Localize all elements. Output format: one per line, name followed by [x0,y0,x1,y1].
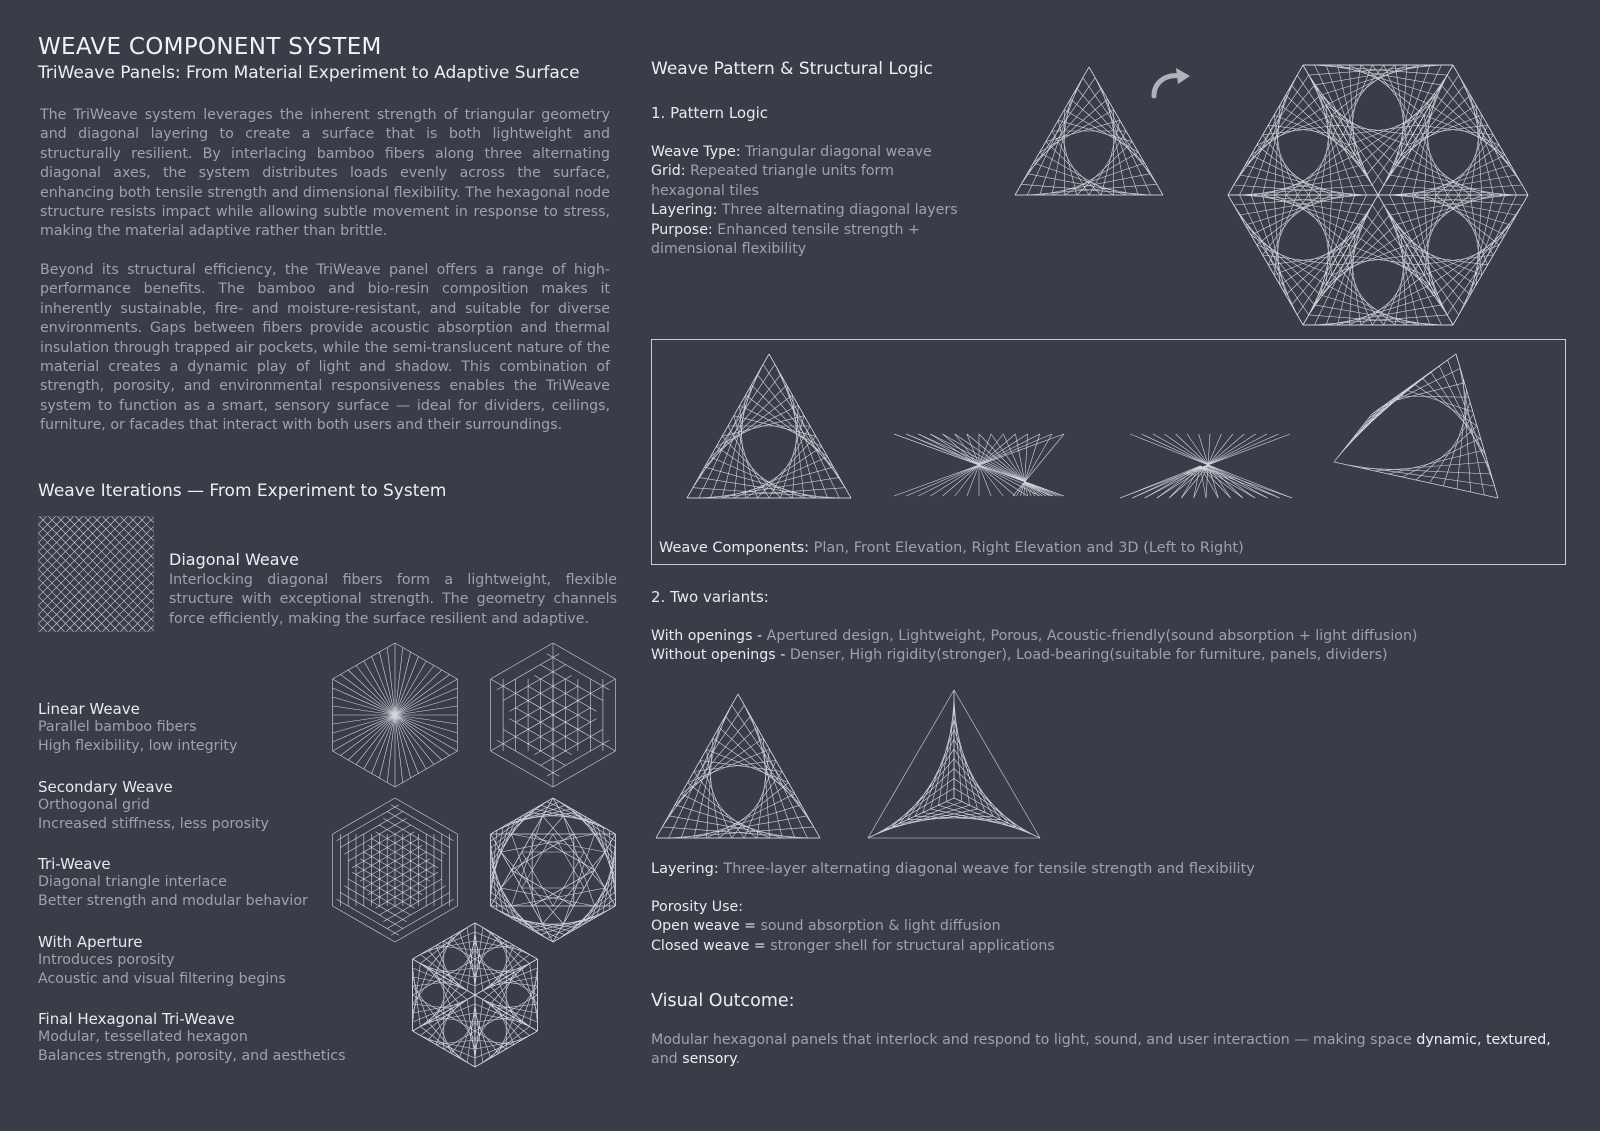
weave-fiber [528,708,590,744]
outcome-emphasis: dynamic, textured, [1416,1032,1551,1048]
weave-fiber [491,715,553,751]
weave-fiber [333,715,395,724]
weave-fiber [1453,65,1528,195]
weave-fiber [376,832,438,868]
weave-fiber [669,716,751,816]
final-hexagonal-weave [410,923,540,1068]
iteration-line: Introduces porosity [38,951,175,968]
weave-fiber [1334,414,1372,462]
weave-fiber [1389,450,1484,474]
weave-fiber [1309,75,1384,185]
weave-fiber [1439,366,1489,469]
weave-fiber [395,643,457,679]
weave-fiber [1442,85,1517,175]
pattern-row-value: Triangular diagonal weave [745,144,932,160]
weave-fiber [420,1036,475,1059]
weave-fiber [1401,155,1482,195]
curved-arrow-icon [1148,66,1194,100]
weave-fiber [732,705,814,827]
weave-fiber [1315,215,1390,305]
components-label: Weave Components: [659,540,810,556]
outcome-body: Modular hexagonal panels that interlock and respond to light, sound, and user interaction — making space [651,1032,1412,1048]
weave-fiber [541,665,603,701]
pattern-row-label: Layering: [651,202,718,219]
weave-fiber [395,715,457,751]
weave-fiber [364,715,395,769]
weave-fiber [1292,215,1367,305]
porosity-value: stronger shell for structural applications [770,937,1055,954]
iteration-title: Secondary Weave [38,777,173,796]
weave-fiber [352,872,414,908]
weave-fiber [681,716,725,838]
weave-fiber [584,870,615,924]
weave-fiber [541,729,603,765]
weave-fiber [491,816,522,870]
iteration-title: With Aperture [38,932,143,951]
weave-fiber [395,679,457,715]
weave-fiber [1157,466,1200,498]
component-front-elevation [894,432,1064,498]
weave-fiber [1263,195,1361,225]
weave-fiber [1448,360,1494,484]
weave-fiber [491,870,522,924]
weave-fiber [475,1018,514,1023]
weave-fiber [1390,85,1465,175]
weave-fiber [1414,384,1477,426]
weave-fiber [467,1000,475,1059]
weave-fiber [530,964,538,1023]
diagonal-weave-text: Interlocking diagonal fibers form a lightweight, flexible structure with exceptional strength. The geometry channels force efficiently, making the surface resilient and adaptive. [169,572,617,627]
weave-fiber [1200,466,1280,498]
weave-fiber [938,710,954,806]
weave-fiber [395,661,426,715]
weave-fiber [395,751,457,787]
weave-fiber [1274,195,1355,235]
weave-fiber [553,679,615,715]
weave-fiber [1169,466,1200,498]
weave-fiber [1228,195,1303,325]
weave-fiber [1361,468,1491,474]
weave-fiber [333,679,395,715]
weave-fiber [1292,85,1367,175]
weave-fiber [516,708,578,744]
pattern-row [651,221,971,260]
weave-fiber [1378,195,1453,325]
weave-fiber [1384,205,1459,315]
weave-fiber [1465,85,1505,195]
weave-fiber [1315,85,1390,175]
porosity-label: Open weave = [651,918,756,935]
weave-fiber [954,778,1024,830]
weave-fiber [503,665,565,701]
weave-fiber [1378,65,1453,195]
intro-paragraph-1: The TriWeave system leverages the inherent strength of triangular geometry and diagonal layering to create a surface that is both lightweight and structurally resilient. By interlacing bamboo fibers along three alternating diagonal axes, the system distributes loads evenly across the surface, enhancing both tensile strength and dimensional flexibility. The hexagonal node structure resists impact while allowing subtle movement in response to stress, making the material adaptive rather than brittle. [40,107,610,240]
weave-fiber [656,694,738,838]
page-title: WEAVE COMPONENT SYSTEM [38,34,382,60]
weave-fiber [1320,295,1418,325]
outcome-and: and [651,1051,678,1068]
weave-fiber [1303,195,1378,325]
weave-fiber [395,715,426,769]
weave-fiber [0,516,101,632]
iteration-line: Modular, tessellated hexagon [38,1029,248,1045]
weave-fiber [751,716,795,838]
variants-list [651,627,1571,666]
weave-fiber [1453,195,1528,325]
weave-fiber [333,643,395,679]
weave-fiber [436,968,475,973]
weave-fiber [475,932,483,991]
aperture-weave-hexagon [488,798,618,943]
weave-fiber [0,516,92,632]
weave-fiber [1245,165,1343,195]
weave-fiber [360,859,422,895]
variant-without-openings-triangle [866,688,1042,840]
weave-fiber [0,516,65,632]
layering-note [651,860,1255,879]
weave-fiber [344,818,406,854]
iteration-item [38,1010,358,1088]
iterations-heading: Weave Iterations — From Experiment to System [38,481,447,501]
iterations-list [38,700,358,1088]
variants-heading: 2. Two variants: [651,588,769,606]
weave-fiber [0,516,110,632]
weave-fiber [413,986,436,1018]
porosity-closed [651,937,1251,956]
weave-fiber [1240,215,1315,305]
weave-fiber [0,516,65,632]
weave-fiber [1309,195,1367,315]
weave-fiber [0,516,83,632]
weave-fiber [1200,466,1267,498]
variant-label: Without openings - [651,647,786,664]
iteration-item [38,778,358,856]
variant-with-openings [651,627,1571,646]
weave-fiber [757,436,816,498]
pattern-logic-list [651,143,971,259]
weave-fiber [1200,466,1292,498]
weave-fiber [436,1040,475,1045]
weave-fiber [368,859,430,895]
layering-value: Three-layer alternating diagonal weave for tensile strength and flexibility [723,861,1255,877]
iteration-line: Acoustic and visual filtering begins [38,970,286,987]
weave-fiber [368,845,430,881]
weave-fiber [0,516,38,632]
porosity-open [651,917,1251,936]
iteration-item [38,933,358,1011]
weave-fiber [675,805,782,838]
outcome-text [651,1031,1571,1070]
weave-fiber [467,928,475,987]
variant-label: With openings - [651,628,763,644]
weave-fiber [491,679,553,715]
weave-fiber [1459,195,1517,315]
pattern-heading: Weave Pattern & Structural Logic [651,59,933,79]
outcome-period: . [735,1051,741,1068]
weave-fiber [475,950,498,982]
weave-fiber [491,643,553,679]
weave-fiber [669,705,732,838]
weave-fiber [475,1004,483,1063]
weave-fiber [1303,65,1378,195]
weave-fiber [337,899,399,935]
weave-fiber [1251,195,1291,305]
weave-fiber [769,426,810,498]
weave-fiber [1384,65,1442,185]
iteration-line: Balances strength, porosity, and aesthetics [38,1048,346,1065]
weave-fiber [503,729,565,765]
iteration-line: Orthogonal grid [38,796,150,813]
outcome-heading: Visual Outcome: [651,991,795,1011]
weave-fiber [1187,434,1231,498]
weave-fiber [1390,215,1465,305]
weave-fiber [475,946,514,951]
weave-fiber [1465,195,1505,305]
weave-fiber [584,816,615,870]
weave-fiber [1240,75,1298,195]
weave-fiber [413,968,421,1027]
weave-fiber [710,477,839,498]
weave-fiber [413,982,452,987]
weave-fiber [1240,85,1315,175]
weave-fiber [725,716,807,816]
pattern-row-label: Weave Type: [651,144,741,160]
page-subtitle: TriWeave Panels: From Material Experiment to Adaptive Surface [38,63,580,83]
weave-fiber [1430,235,1505,285]
variant-value: Denser, High rigidity(stronger), Load-bearing(suitable for furniture, panels, dividers) [789,647,1388,664]
components-value: Plan, Front Elevation, Right Elevation and 3D (Left to Right) [813,540,1244,556]
pattern-row-value: Repeated triangle units form hexagonal tiles [651,163,894,199]
weave-fiber [1052,131,1089,195]
layering-label: Layering: [651,861,719,877]
outcome-emphasis: sensory [682,1051,736,1068]
diagonal-weave-title: Diagonal Weave [169,550,299,569]
weave-fiber [0,516,110,632]
iteration-line: Parallel bamboo fibers [38,719,197,735]
weave-fiber [333,751,395,787]
diagonal-weave-swatch [38,516,154,632]
weave-fiber [1367,215,1442,305]
weave-fiber [516,686,578,722]
weave-fiber [681,738,763,793]
weave-fiber [395,715,457,724]
weave-fiber [1413,195,1511,225]
weave-fiber [1367,85,1442,175]
porosity-label: Closed weave = [651,937,766,954]
pattern-row-label: Grid: [651,163,686,180]
weave-fiber [333,706,395,715]
weave-fiber [376,872,438,908]
weave-fiber [383,818,445,854]
weave-fiber [475,932,530,955]
weave-fiber [1058,120,1077,195]
weave-fiber [1348,465,1495,486]
pattern-row [651,201,971,220]
iteration-item [38,855,358,933]
weave-fiber [899,759,954,824]
weave-fiber [514,973,537,1005]
weave-fiber [344,886,406,922]
weave-fiber [553,715,615,751]
weave-fiber [1390,75,1448,195]
weave-fiber [0,516,74,632]
component-3d-view [1332,352,1500,498]
weave-fiber [1447,75,1522,185]
weave-fiber [498,1004,537,1009]
weave-fiber [1402,438,1480,477]
weave-fiber [1228,65,1303,195]
weave-fiber [699,364,763,498]
iteration-line: Diagonal triangle interlace [38,874,227,890]
weave-fiber [884,778,954,830]
weave-fiber [0,516,47,632]
swatch-frame [38,516,154,632]
weave-fiber [738,694,820,838]
porosity-value: sound absorption & light diffusion [760,918,1001,935]
triangle-unit-weave [1013,65,1165,197]
weave-fiber [681,794,769,838]
secondary-weave-hexagon [488,643,618,788]
weave-fiber [491,751,553,787]
weave-fiber [391,805,453,841]
variant-value: Apertured design, Lightweight, Porous, Acoustic-friendly(sound absorption + light diffusion) [766,628,1418,644]
weave-fiber [728,426,769,498]
weave-fiber [1442,215,1517,305]
iteration-title: Tri-Weave [38,855,111,873]
weave-fiber [333,715,395,751]
weave-fiber [930,434,1053,496]
weave-fiber [1349,65,1430,105]
component-right-elevation [1120,432,1292,500]
pattern-row [651,162,971,201]
variant-without-openings [651,646,1571,665]
intro-paragraph-2: Beyond its structural efficiency, the TriWeave panel offers a range of high-performance benefits. The bamboo and bio-resin composition makes it inherently sustainable, fire- and moisture-resistant, and suitable for diverse environments. Gaps between fibers provide acoustic absorption and thermal insulation through trapped air pockets, while the semi-translucent nature of the material creates a dynamic play of light and shadow. This combination of strength, porosity, and environmental responsiveness enables the TriWeave system to function as a smart, sensory surface — ideal for dividers, ceilings, furniture, or facades that interact with both users and their surroundings. [40,262,610,434]
weave-fiber [1372,354,1456,414]
pattern-logic-heading: 1. Pattern Logic [651,104,769,122]
variant-with-openings-triangle [654,692,822,838]
weave-fiber [528,686,590,722]
weave-fiber [553,751,615,787]
iteration-line: High flexibility, low integrity [38,738,238,755]
weave-fiber [553,643,615,679]
weave-fiber [1338,65,1436,95]
iteration-line: Better strength and modular behavior [38,893,308,910]
linear-weave-hexagon [330,643,460,788]
weave-fiber [954,710,970,806]
weave-fiber [906,434,1060,496]
weave-fiber [0,516,83,632]
weave-fiber [1297,75,1372,185]
porosity-section [651,898,1251,956]
components-caption [659,539,1244,558]
weave-fiber [1372,205,1447,315]
weave-fiber [475,1022,498,1054]
tri-weave-hexagon [330,798,460,943]
iteration-item [38,700,358,778]
pattern-row-value: Three alternating diagonal layers [721,202,958,219]
porosity-heading: Porosity Use: [651,899,744,915]
component-plan-view [685,352,853,500]
weave-fiber [452,1009,475,1041]
weave-fiber [1251,105,1326,155]
iteration-title: Linear Weave [38,700,140,718]
weave-fiber [383,886,445,922]
weave-fiber [955,434,1046,496]
pattern-row-value: Enhanced tensile strength + dimensional flexibility [651,221,920,258]
hexagonal-tile-weave [1228,62,1528,328]
weave-fiber [352,832,414,868]
weave-fiber [452,937,475,969]
weave-fiber [364,661,395,715]
weave-fiber [0,516,38,632]
weave-fiber [1315,205,1373,325]
weave-fiber [0,516,92,632]
weave-fiber [337,805,399,841]
weave-fiber [395,706,457,715]
weave-fiber [1089,131,1126,195]
weave-fiber [1395,165,1493,195]
iteration-line: Increased stiffness, less porosity [38,815,269,832]
weave-fiber [0,516,47,632]
weave-fiber [1251,85,1291,195]
weave-fiber [1234,205,1309,315]
weave-fiber [1326,285,1407,325]
pattern-row [651,143,971,162]
weave-fiber [360,845,422,881]
weave-fiber [0,516,101,632]
pattern-row-label: Purpose: [651,221,713,238]
weave-fiber [1132,466,1200,498]
weave-fiber [1199,434,1219,498]
weave-fiber [954,759,1009,824]
weave-fiber [0,516,74,632]
iteration-title: Final Hexagonal Tri-Weave [38,1010,235,1028]
weave-fiber [1194,434,1222,498]
